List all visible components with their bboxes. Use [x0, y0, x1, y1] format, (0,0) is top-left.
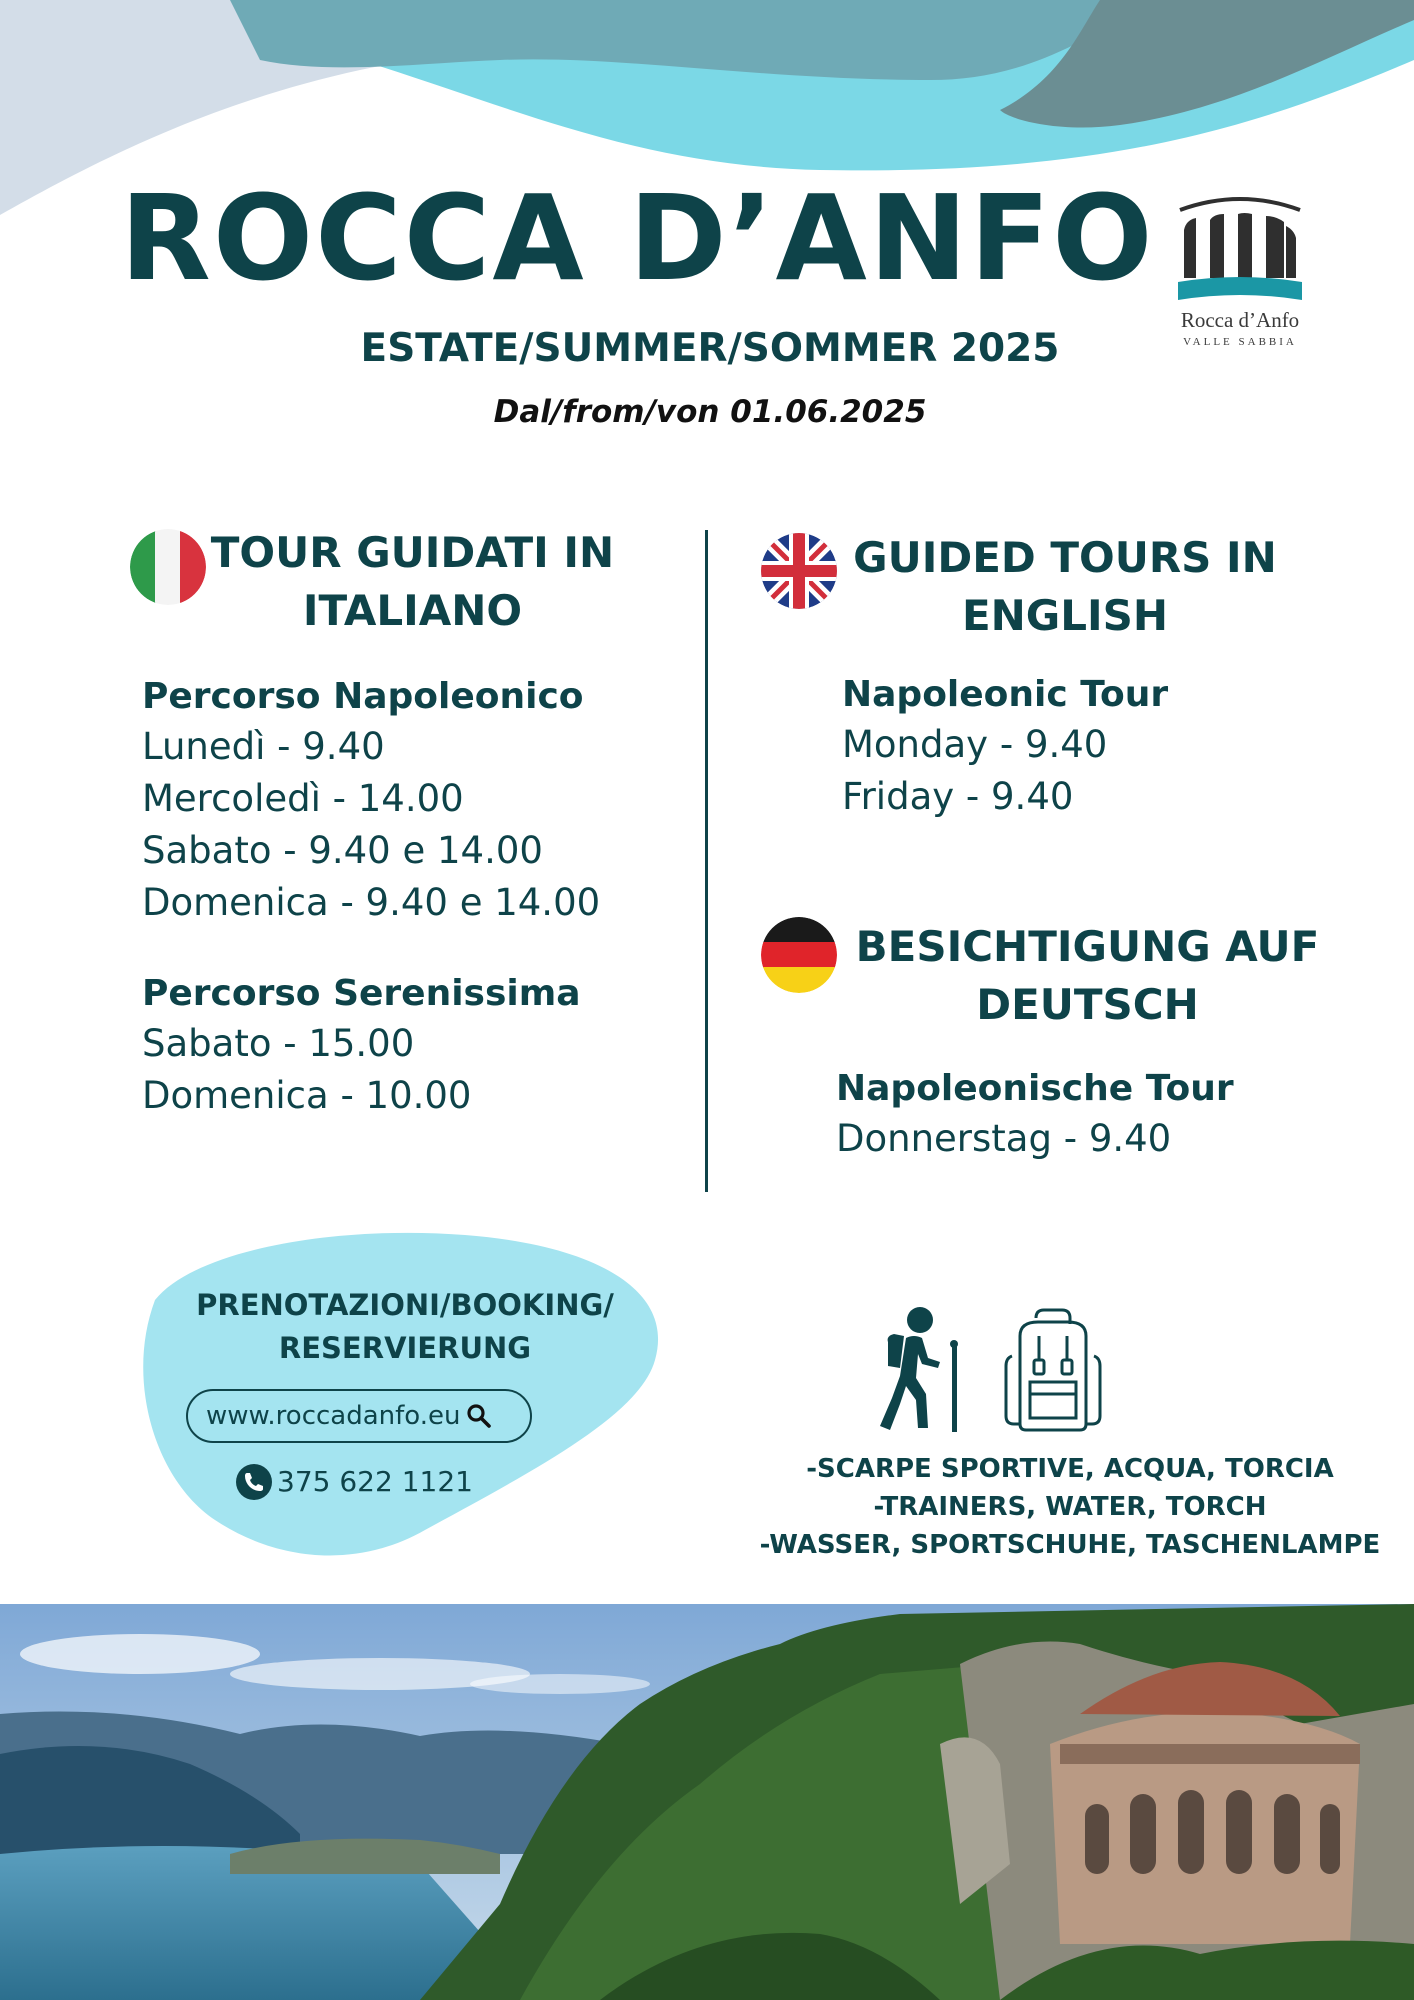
booking-title-line1: PRENOTAZIONI/BOOKING/: [196, 1288, 614, 1322]
italian-heading-line2: ITALIANO: [302, 586, 523, 635]
start-date: Dal/from/von 01.06.2025: [493, 394, 927, 430]
schedule-item: Friday - 9.40: [842, 775, 1074, 818]
italian-heading-line1: TOUR GUIDATI IN: [210, 528, 615, 577]
equipment-line: -SCARPE SPORTIVE, ACQUA, TORCIA: [806, 1454, 1334, 1484]
english-tours: [842, 674, 1168, 823]
english-heading: [840, 529, 1290, 645]
equipment-line: -TRAINERS, WATER, TORCH: [873, 1492, 1267, 1522]
tour-name: Napoleonic Tour: [842, 674, 1169, 715]
tour-name: Percorso Napoleonico: [142, 676, 584, 717]
schedule-list: [142, 1018, 600, 1122]
schedule-item: Sabato - 15.00: [142, 1022, 415, 1065]
equipment-list: [720, 1450, 1414, 1564]
logo-name: Rocca d’Anfo: [1180, 308, 1300, 332]
backpack-icon: [998, 1306, 1108, 1434]
hiker-icon: [866, 1306, 976, 1434]
germany-flag-icon: [761, 917, 837, 993]
booking-title-line2: RESERVIERUNG: [278, 1331, 532, 1365]
schedule-item: Lunedì - 9.40: [142, 725, 385, 768]
rocca-logo-icon: [1170, 190, 1310, 360]
phone-icon: [236, 1464, 272, 1500]
tour-name: Napoleonische Tour: [836, 1068, 1234, 1109]
german-heading-line1: BESICHTIGUNG AUF: [855, 922, 1320, 971]
italian-heading: [200, 524, 625, 640]
german-tours: [836, 1068, 1234, 1165]
italy-flag-icon: [130, 529, 206, 605]
german-heading-line2: DEUTSCH: [976, 980, 1199, 1029]
schedule-list: [842, 719, 1168, 823]
landscape-photo: [0, 1604, 1414, 2000]
uk-flag-icon: [761, 533, 837, 609]
english-heading-line1: GUIDED TOURS IN: [853, 533, 1277, 582]
tour-name: Percorso Serenissima: [142, 973, 581, 1014]
schedule-item: Domenica - 9.40 e 14.00: [142, 881, 601, 924]
schedule-item: Donnerstag - 9.40: [836, 1117, 1172, 1160]
phone-number[interactable]: 375 622 1121: [277, 1465, 473, 1498]
website-link[interactable]: [186, 1389, 532, 1443]
schedule-item: Monday - 9.40: [842, 723, 1108, 766]
schedule-list: [836, 1113, 1234, 1165]
schedule-item: Sabato - 9.40 e 14.00: [142, 829, 543, 872]
equipment-line: -WASSER, SPORTSCHUHE, TASCHENLAMPE: [759, 1530, 1381, 1560]
german-heading: [850, 918, 1325, 1034]
season-title: ESTATE/SUMMER/SOMMER 2025: [360, 326, 1060, 371]
schedule-list: [142, 721, 600, 929]
schedule-item: Domenica - 10.00: [142, 1074, 472, 1117]
italian-tours: [142, 676, 600, 1122]
website-url[interactable]: www.roccadanfo.eu: [206, 1401, 461, 1431]
schedule-item: Mercoledì - 14.00: [142, 777, 464, 820]
booking-title: [170, 1284, 640, 1370]
search-icon: [466, 1403, 492, 1429]
logo-subtitle: VALLE SABBIA: [1183, 336, 1297, 348]
column-divider: [705, 530, 708, 1192]
english-heading-line2: ENGLISH: [961, 591, 1169, 640]
page-title: ROCCA D’ANFO: [120, 169, 1155, 307]
